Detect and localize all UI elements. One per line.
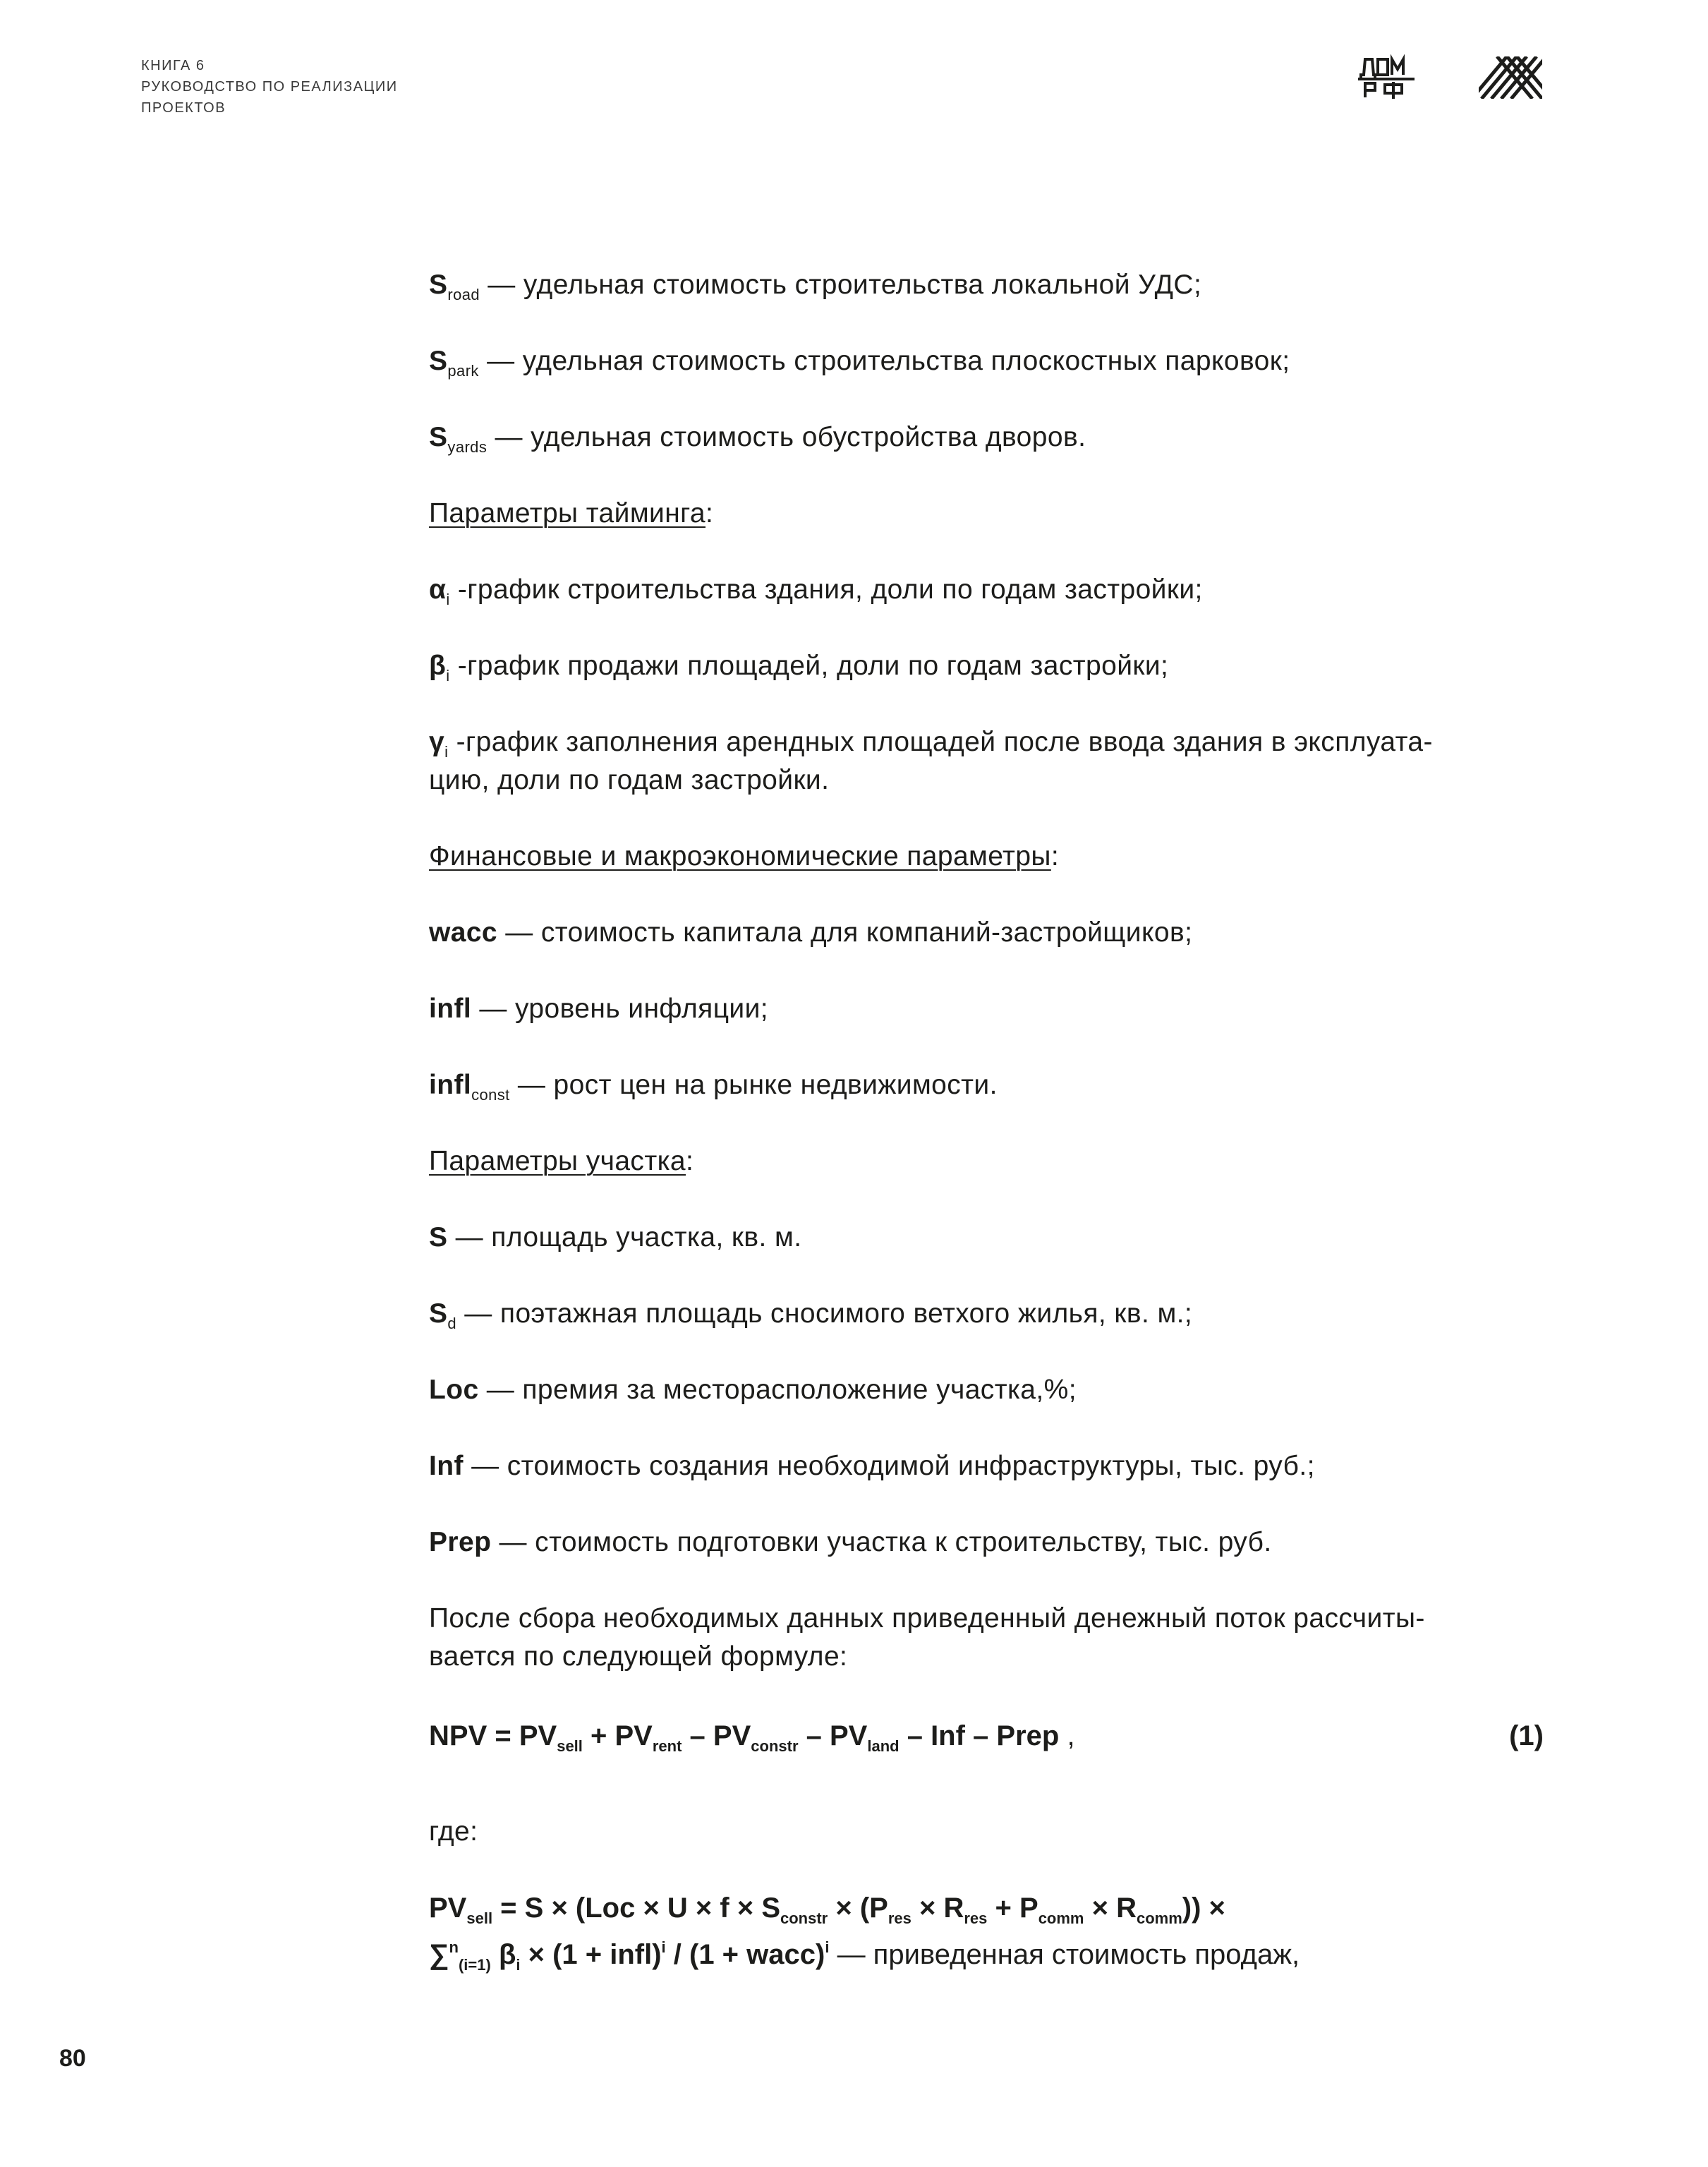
- definition-gamma-continued: цию, доли по годам застройки.: [429, 765, 830, 795]
- dom-rf-logo-icon: [1358, 54, 1415, 102]
- definition-alpha: $\alpha_i$ -график строительства здания, доли по годам застройки;: [429, 574, 1203, 608]
- definition-wacc: wacc — стоимость капитала для компаний-застройщиков;: [429, 917, 1193, 948]
- definition-prep: Prep — стоимость подготовки участка к строительству, тыс. руб.: [429, 1527, 1272, 1557]
- book-header: [141, 55, 398, 119]
- page-number: 80: [59, 2045, 86, 2072]
- definition-infl-const: infl$_{const}$ — рост цен на рынке недвижимости.: [429, 1070, 998, 1104]
- intro-paragraph-line: После сбора необходимых данных приведенный денежный поток рассчиты-: [429, 1603, 1425, 1634]
- where-label: где:: [429, 1816, 478, 1847]
- book-header-line: КНИГА 6: [141, 58, 205, 73]
- intro-paragraph-line: вается по следующей формуле:: [429, 1641, 848, 1672]
- definition-gamma: $\gamma_i$ -график заполнения арендных площадей после ввода здания в эксплуата-: [429, 727, 1433, 761]
- section-heading-timing: Параметры тайминга:: [429, 498, 714, 529]
- definition-loc: Loc — премия за месторасположение участка,%;: [429, 1375, 1077, 1405]
- formula-npv: NPV = $PV_{sell} + PV_{rent} - PV_{constr} - PV_{land}$ – Inf – Prep ,: [429, 1720, 1075, 1755]
- definition-s-road: $S_{road}$ — удельная стоимость строительства локальной УДС;: [429, 270, 1202, 303]
- section-heading-finance: Финансовые и макроэкономические параметры:: [429, 841, 1060, 871]
- definition-infl: infl — уровень инфляции;: [429, 994, 769, 1024]
- definition-s-park: $S_{park}$ — удельная стоимость строительства плоскостных парковок;: [429, 346, 1290, 380]
- equation-number: (1): [1509, 1720, 1544, 1751]
- formula-pv-sell: $PV_{sell} = S \times (Loc \times U \times f \times S_{constr} \times (P_{res} \times R_{res} + P_{comm} \times R_{comm}))$ ×: [429, 1893, 1225, 1927]
- definition-beta: $\beta_i$ -график продажи площадей, доли по годам застройки;: [429, 651, 1169, 684]
- formula-pv-sell-continued: ∑$^n_{(i=1)}$ $\beta_i \times (1$ + infl)$^i$ / (1 + wacc)$^i$ — приведенная стоимость продаж,: [429, 1938, 1300, 1974]
- definition-s-d: $S_d$ — поэтажная площадь сносимого ветхого жилья, кв. м.;: [429, 1298, 1193, 1332]
- definition-inf: Inf — стоимость создания необходимой инфраструктуры, тыс. руб.;: [429, 1451, 1315, 1481]
- section-heading-site: Параметры участка:: [429, 1146, 694, 1176]
- book-header-line: РУКОВОДСТВО ПО РЕАЛИЗАЦИИ: [141, 79, 398, 95]
- definition-s-area: S — площадь участка, кв. м.: [429, 1222, 802, 1252]
- diagonal-pattern-logo-icon: [1479, 56, 1542, 99]
- book-header-line: ПРОЕКТОВ: [141, 100, 226, 116]
- definition-s-yards: $S_{yards}$ — удельная стоимость обустройства дворов.: [429, 422, 1086, 456]
